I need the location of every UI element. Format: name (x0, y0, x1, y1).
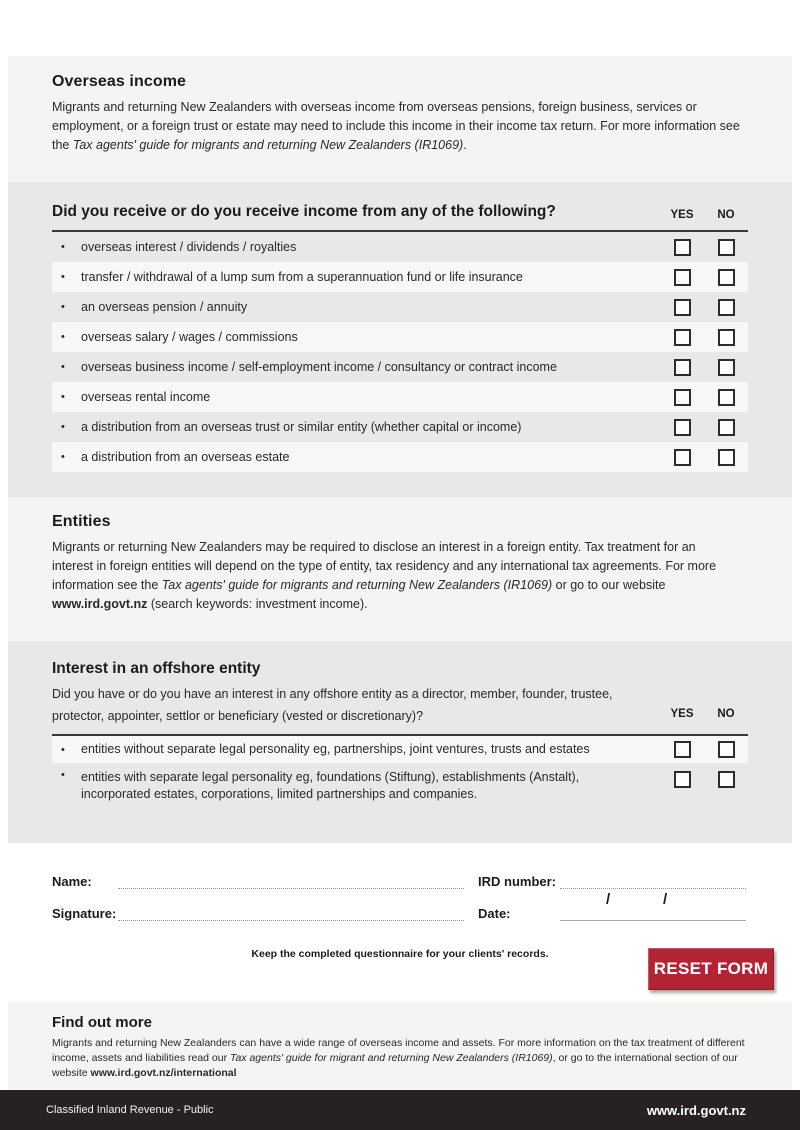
checkbox-yes[interactable] (674, 299, 691, 316)
income-row-pension (52, 292, 748, 322)
checkbox-no[interactable] (718, 359, 735, 376)
date-separator: / (663, 891, 668, 908)
overseas-income-guide-reference: Tax agents' guide for migrants and returning New Zealanders (IR1069) (72, 138, 464, 152)
bullet: • (61, 301, 65, 313)
questionnaire-question: Did you receive or do you receive income from any of the following? (52, 203, 556, 220)
overseas-income-title: Overseas income (52, 73, 187, 90)
section-signoff (8, 843, 792, 1002)
income-row-label: an overseas pension / annuity (81, 299, 248, 314)
footer-website: www.ird.govt.nz (646, 1102, 746, 1118)
date-label: Date: (478, 906, 511, 921)
offshore-question-line-2: protector, appointer, settlor or beneficiary (vested or discretionary)? (52, 708, 424, 723)
bullet: • (61, 361, 65, 373)
income-row-estate-distribution (52, 442, 748, 472)
find-out-more-body (52, 1036, 748, 1081)
no-column-header: NO (717, 209, 735, 221)
classification-label: Classified Inland Revenue - Public (46, 1104, 214, 1116)
top-margin (0, 0, 800, 56)
ird-number-field[interactable] (560, 874, 746, 889)
income-row-label: overseas interest / dividends / royalties (81, 239, 297, 254)
checkbox-no[interactable] (718, 771, 735, 788)
checkbox-yes[interactable] (674, 771, 691, 788)
no-column-header: NO (717, 707, 735, 720)
checkbox-yes[interactable] (674, 389, 691, 406)
income-row-rental (52, 382, 748, 412)
bullet: • (61, 271, 65, 283)
bullet: • (61, 451, 65, 463)
find-out-more-text-2: , or go to the international section of our website (52, 1052, 738, 1079)
checkbox-yes[interactable] (674, 741, 691, 758)
income-row-label: a distribution from an overseas trust or similar entity (whether capital or income) (81, 419, 522, 434)
checkbox-no[interactable] (718, 389, 735, 406)
checkbox-no[interactable] (718, 741, 735, 758)
checkbox-yes[interactable] (674, 449, 691, 466)
bullet: • (61, 421, 65, 433)
entities-guide-reference: Tax agents' guide for migrants and returning New Zealanders (IR1069) (161, 578, 553, 592)
checkbox-no[interactable] (718, 449, 735, 466)
entities-website-link: www.ird.govt.nz (52, 597, 148, 611)
yes-column-header: YES (670, 707, 694, 720)
offshore-row-without-personality (52, 736, 748, 763)
section-income-questionnaire (8, 182, 792, 497)
checkbox-yes[interactable] (674, 239, 691, 256)
name-field[interactable] (118, 874, 464, 889)
bullet: • (61, 743, 65, 756)
offshore-question (52, 684, 748, 727)
bullet: • (61, 331, 65, 343)
entities-title: Entities (52, 513, 111, 530)
checkbox-yes[interactable] (674, 269, 691, 286)
yes-column-header: YES (670, 209, 694, 221)
income-row-label: transfer / withdrawal of a lump sum from a superannuation fund or life insurance (81, 269, 523, 284)
offshore-title: Interest in an offshore entity (52, 660, 261, 677)
date-separator: / (606, 891, 611, 908)
overseas-income-body (52, 98, 740, 155)
find-out-more-title: Find out more (52, 1014, 152, 1031)
checkbox-yes[interactable] (674, 419, 691, 436)
offshore-question-line-1: Did you have or do you have an interest in any offshore entity as a director, member, founder, trustee, (52, 687, 613, 701)
section-overseas-income (8, 56, 792, 182)
entities-body (52, 538, 740, 614)
checkbox-yes[interactable] (674, 329, 691, 346)
income-row-trust-distribution (52, 412, 748, 442)
questionnaire-header (52, 203, 748, 230)
offshore-row-label: entities with separate legal personality eg, foundations (Stiftung), establishments (Anstalt), incorporated estates, corporations, limited partnerships and companies. (81, 770, 580, 801)
section-find-out-more (8, 1002, 792, 1090)
find-out-more-website-link: www.ird.govt.nz/international (90, 1067, 237, 1079)
income-row-label: a distribution from an overseas estate (81, 449, 290, 464)
checkbox-no[interactable] (718, 419, 735, 436)
entities-body-text: Migrants or returning New Zealanders may be required to disclose an interest in a foreign entity. Tax treatment for an interest in foreign entities will depend on the type of entity, tax residency and any international tax agreements. For more information see the (52, 540, 717, 592)
overseas-income-body-text: Migrants and returning New Zealanders with overseas income from overseas pensions, foreign business, services or employment, or a foreign trust or estate may need to include this income in their income tax return. For more information see the (52, 100, 740, 152)
income-row-lump-sum (52, 262, 748, 292)
find-out-more-guide-reference: Tax agents' guide for migrant and returning New Zealanders (IR1069) (230, 1052, 553, 1064)
income-row-interest (52, 232, 748, 262)
income-row-business (52, 352, 748, 382)
checkbox-no[interactable] (718, 329, 735, 346)
footer-bar (0, 1090, 800, 1130)
reset-form-button[interactable]: RESET FORM (648, 948, 774, 990)
bullet: • (61, 241, 65, 253)
checkbox-no[interactable] (718, 299, 735, 316)
income-row-label: overseas business income / self-employment income / consultancy or contract income (81, 359, 557, 374)
checkbox-no[interactable] (718, 239, 735, 256)
income-row-label: overseas salary / wages / commissions (81, 329, 298, 344)
bullet: • (61, 769, 65, 781)
signature-field[interactable] (118, 906, 464, 921)
keep-records-note: Keep the completed questionnaire for your clients' records. (251, 948, 549, 960)
section-offshore-entity (8, 641, 792, 843)
offshore-row-label: entities without separate legal personality eg, partnerships, joint ventures, trusts and estates (81, 742, 590, 757)
signature-label: Signature: (52, 906, 117, 921)
checkbox-no[interactable] (718, 269, 735, 286)
entities-body-text-2: or go to our website (552, 578, 666, 592)
checkbox-yes[interactable] (674, 359, 691, 376)
overseas-income-body-end: . (463, 138, 467, 152)
bullet: • (61, 391, 65, 403)
name-label: Name: (52, 874, 92, 889)
find-out-more-text: Migrants and returning New Zealanders can have a wide range of overseas income and assets. For more information on the tax treatment of different income, assets and liabilities read our (52, 1037, 745, 1064)
income-row-salary (52, 322, 748, 352)
offshore-row-with-personality (52, 763, 748, 809)
income-row-label: overseas rental income (81, 389, 211, 404)
date-field[interactable] (560, 906, 746, 921)
ird-number-label: IRD number: (478, 874, 556, 889)
entities-body-text-3: (search keywords: investment income). (147, 597, 368, 611)
section-entities (8, 497, 792, 641)
